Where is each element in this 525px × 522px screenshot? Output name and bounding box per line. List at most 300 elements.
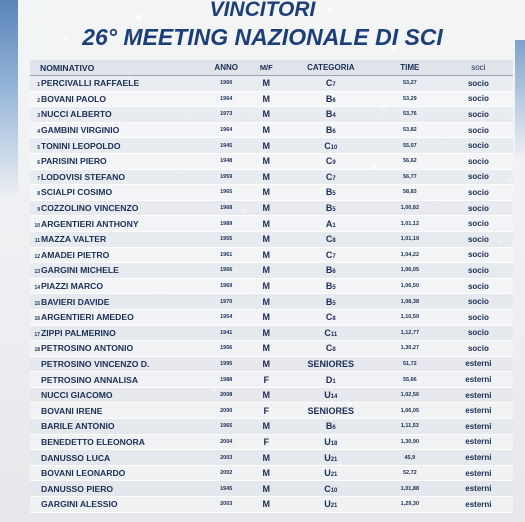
- category-subscript: 14: [330, 394, 338, 401]
- page-title: VINCITORI: [209, 0, 316, 21]
- cell-categoria: [286, 200, 376, 216]
- cell-anno: 1988: [206, 372, 247, 388]
- cell-categoria: [286, 263, 376, 279]
- category-subscript: 4: [332, 113, 336, 120]
- category-subscript: 6: [332, 97, 336, 104]
- cell-mf: M: [247, 231, 286, 247]
- table-row: [30, 138, 513, 154]
- rank-number: 6: [37, 160, 40, 167]
- cell-time: 1,06,50: [376, 278, 444, 294]
- cell-soci: socio: [444, 294, 513, 310]
- cell-anno: 1964: [206, 91, 247, 107]
- rank-number: 12: [34, 253, 40, 260]
- athlete-name: ARGENTIERI AMEDEO: [41, 312, 134, 323]
- cell-time: 1,01,19: [376, 231, 444, 247]
- category-letter: B: [325, 109, 333, 120]
- cell-mf: M: [247, 185, 286, 201]
- rank-number: 2: [37, 97, 40, 104]
- cell-anno: 1965: [206, 185, 247, 201]
- cell-nominativo: [30, 465, 206, 481]
- cell-categoria: [286, 294, 376, 310]
- cell-nominativo: [30, 372, 206, 388]
- cell-soci: socio: [444, 76, 513, 92]
- cell-anno: 2004: [206, 434, 247, 450]
- cell-nominativo: [30, 76, 206, 92]
- cell-soci: socio: [444, 91, 513, 107]
- cell-soci: socio: [444, 341, 513, 357]
- column-header-nominativo: NOMINATIVO: [30, 60, 206, 76]
- snow-speck: [10, 455, 12, 457]
- table-row: [30, 185, 513, 201]
- category-subscript: 8: [332, 316, 336, 323]
- table-row: [30, 372, 513, 388]
- cell-soci: esterni: [444, 465, 513, 481]
- category-subscript: 7: [332, 82, 336, 89]
- cell-soci: socio: [444, 325, 513, 341]
- category-letter: B: [325, 187, 333, 198]
- cell-soci: socio: [444, 309, 513, 325]
- athlete-name: GARGINI MICHELE: [41, 265, 119, 276]
- athlete-name: DANUSSO LUCA: [41, 452, 111, 463]
- cell-anno: 1995: [206, 356, 247, 372]
- category-subscript: 8: [332, 238, 336, 245]
- cell-mf: M: [247, 481, 286, 497]
- cell-nominativo: [30, 419, 206, 435]
- category-letter: D: [325, 374, 333, 385]
- cell-categoria: [286, 169, 376, 185]
- cell-time: 53,76: [376, 107, 444, 123]
- cell-anno: 2003: [206, 497, 247, 513]
- category-letter: U: [324, 452, 331, 463]
- category-subscript: 6: [332, 269, 336, 276]
- cell-anno: 1961: [206, 247, 247, 263]
- rank-number: 15: [34, 300, 40, 307]
- table-row: [30, 76, 513, 92]
- table-row: [30, 216, 513, 232]
- cell-nominativo: [30, 91, 206, 107]
- cell-soci: socio: [444, 169, 513, 185]
- category-subscript: 21: [330, 456, 338, 463]
- cell-time: 1,02,56: [376, 387, 444, 403]
- cell-mf: M: [247, 122, 286, 138]
- table-row: [30, 247, 513, 263]
- athlete-name: GAMBINI VIRGINIO: [41, 125, 120, 136]
- cell-anno: 1973: [206, 107, 247, 123]
- cell-mf: M: [247, 76, 286, 92]
- category-letter: B: [325, 203, 333, 214]
- cell-nominativo: [30, 278, 206, 294]
- cell-nominativo: [30, 107, 206, 123]
- cell-mf: M: [247, 465, 286, 481]
- category-letter: C: [324, 140, 331, 151]
- rank-number: 10: [34, 222, 40, 229]
- cell-categoria: [286, 497, 376, 513]
- cell-anno: 1968: [206, 200, 247, 216]
- cell-anno: 1956: [206, 341, 247, 357]
- cell-mf: M: [247, 309, 286, 325]
- cell-categoria: [286, 185, 376, 201]
- cell-soci: esterni: [444, 450, 513, 466]
- category-letter: B: [325, 421, 333, 432]
- athlete-name: PETROSINO VINCENZO D.: [41, 358, 150, 369]
- cell-mf: M: [247, 247, 286, 263]
- cell-mf: M: [247, 216, 286, 232]
- cell-mf: M: [247, 91, 286, 107]
- table-row: [30, 153, 513, 169]
- cell-nominativo: [30, 247, 206, 263]
- cell-categoria: [286, 419, 376, 435]
- cell-soci: socio: [444, 185, 513, 201]
- athlete-name: COZZOLINO VINCENZO: [41, 203, 139, 214]
- rank-number: 3: [37, 113, 40, 120]
- cell-nominativo: [30, 185, 206, 201]
- table-row: [30, 497, 513, 513]
- athlete-name: NUCCI ALBERTO: [41, 109, 112, 120]
- cell-time: 55,07: [376, 138, 444, 154]
- cell-categoria: [286, 216, 376, 232]
- cell-mf: M: [247, 294, 286, 310]
- rank-number: 9: [37, 207, 40, 214]
- athlete-name: LODOVISI STEFANO: [41, 171, 126, 182]
- rank-number: 17: [34, 331, 40, 338]
- cell-time: 1,30,90: [376, 434, 444, 450]
- cell-nominativo: [30, 325, 206, 341]
- category-letter: B: [325, 296, 333, 307]
- cell-anno: 1945: [206, 481, 247, 497]
- athlete-name: PARISINI PIERO: [41, 156, 107, 167]
- table-row: [30, 263, 513, 279]
- category-subscript: 21: [330, 503, 338, 510]
- cell-categoria: [286, 387, 376, 403]
- category-letter: C: [325, 312, 333, 323]
- table-row: [30, 309, 513, 325]
- athlete-name: NUCCI GIACOMO: [41, 390, 113, 401]
- cell-time: 56,77: [376, 169, 444, 185]
- cell-nominativo: [30, 341, 206, 357]
- cell-time: 1,06,05: [376, 263, 444, 279]
- column-header-mf: M/F: [247, 60, 286, 76]
- cell-nominativo: [30, 387, 206, 403]
- cell-categoria: [286, 76, 376, 92]
- cell-categoria: [286, 231, 376, 247]
- cell-time: 1,29,30: [376, 497, 444, 513]
- cell-anno: 1959: [206, 169, 247, 185]
- background-ski-decoration-right: [515, 40, 525, 160]
- cell-soci: socio: [444, 278, 513, 294]
- table-row: [30, 419, 513, 435]
- table-body: [30, 76, 513, 513]
- cell-categoria: [286, 153, 376, 169]
- rank-number: 5: [37, 144, 40, 151]
- cell-mf: M: [247, 153, 286, 169]
- table-row: [30, 107, 513, 123]
- athlete-name: BARILE ANTONIO: [41, 421, 115, 432]
- cell-nominativo: [30, 356, 206, 372]
- athlete-name: BOVANI IRENE: [41, 405, 103, 416]
- category-letter: A: [325, 218, 333, 229]
- cell-mf: M: [247, 200, 286, 216]
- athlete-name: DANUSSO PIERO: [41, 483, 114, 494]
- cell-nominativo: [30, 481, 206, 497]
- cell-anno: 1954: [206, 309, 247, 325]
- table-row: [30, 91, 513, 107]
- category-letter: B: [325, 93, 333, 104]
- table-row: [30, 278, 513, 294]
- cell-anno: 1969: [206, 278, 247, 294]
- cell-time: 58,83: [376, 185, 444, 201]
- category-subscript: 11: [330, 331, 338, 338]
- category-subscript: 9: [332, 160, 336, 167]
- cell-soci: socio: [444, 138, 513, 154]
- cell-anno: 1989: [206, 216, 247, 232]
- cell-mf: M: [247, 387, 286, 403]
- cell-mf: F: [247, 434, 286, 450]
- cell-time: 1,10,59: [376, 309, 444, 325]
- category-letter: B: [325, 125, 333, 136]
- table-row: [30, 450, 513, 466]
- cell-time: 1,01,12: [376, 216, 444, 232]
- cell-nominativo: [30, 200, 206, 216]
- category-letter: C: [325, 78, 333, 89]
- cell-mf: M: [247, 107, 286, 123]
- column-header-anno: ANNO: [206, 60, 247, 76]
- table-row: [30, 481, 513, 497]
- cell-nominativo: [30, 138, 206, 154]
- category-letter: C: [325, 343, 333, 354]
- cell-anno: 2000: [206, 403, 247, 419]
- cell-categoria: [286, 91, 376, 107]
- cell-anno: 2002: [206, 465, 247, 481]
- column-header-soci: soci: [444, 60, 513, 76]
- category-subscript: 18: [330, 440, 338, 447]
- table-row: [30, 325, 513, 341]
- cell-nominativo: [30, 497, 206, 513]
- table-row: [30, 122, 513, 138]
- cell-anno: 1965: [206, 419, 247, 435]
- category-letter: U: [324, 499, 331, 510]
- cell-categoria: [286, 465, 376, 481]
- table-row: [30, 169, 513, 185]
- category-letter: C: [324, 327, 331, 338]
- cell-categoria: [286, 107, 376, 123]
- cell-time: 1,12,77: [376, 325, 444, 341]
- athlete-name: BAVIERI DAVIDE: [41, 296, 110, 307]
- cell-time: 53,27: [376, 76, 444, 92]
- cell-categoria: [286, 372, 376, 388]
- category-subscript: 1: [332, 222, 336, 229]
- cell-nominativo: [30, 216, 206, 232]
- cell-soci: esterni: [444, 403, 513, 419]
- cell-categoria: [286, 403, 376, 419]
- cell-nominativo: [30, 263, 206, 279]
- athlete-name: BENEDETTO ELEONORA: [41, 436, 145, 447]
- cell-nominativo: [30, 434, 206, 450]
- category-letter: C: [325, 249, 333, 260]
- cell-categoria: [286, 309, 376, 325]
- rank-number: 7: [37, 175, 40, 182]
- cell-mf: M: [247, 341, 286, 357]
- cell-nominativo: [30, 169, 206, 185]
- cell-soci: socio: [444, 200, 513, 216]
- results-table: [30, 60, 513, 513]
- cell-anno: 2008: [206, 387, 247, 403]
- category-letter: U: [324, 390, 331, 401]
- category-letter: C: [325, 171, 333, 182]
- cell-soci: esterni: [444, 481, 513, 497]
- cell-anno: 1941: [206, 325, 247, 341]
- cell-mf: M: [247, 169, 286, 185]
- rank-number: 1: [37, 82, 40, 89]
- cell-categoria: [286, 138, 376, 154]
- athlete-name: MAZZA VALTER: [41, 234, 107, 245]
- cell-anno: 1964: [206, 122, 247, 138]
- table-row: [30, 465, 513, 481]
- athlete-name: BOVANI PAOLO: [41, 93, 107, 104]
- rank-number: 16: [34, 316, 40, 323]
- rank-number: 13: [34, 269, 40, 276]
- cell-nominativo: [30, 153, 206, 169]
- cell-mf: M: [247, 356, 286, 372]
- column-header-categoria: CATEGORIA: [286, 60, 376, 76]
- category-subscript: 21: [330, 472, 338, 479]
- category-subscript: 7: [332, 175, 336, 182]
- category-subscript: 5: [332, 191, 336, 198]
- athlete-name: SCIALPI COSIMO: [41, 187, 113, 198]
- athlete-name: AMADEI PIETRO: [41, 249, 110, 260]
- table-row: [30, 294, 513, 310]
- cell-anno: 1945: [206, 138, 247, 154]
- cell-time: 51,72: [376, 356, 444, 372]
- cell-anno: 2003: [206, 450, 247, 466]
- cell-nominativo: [30, 294, 206, 310]
- cell-mf: M: [247, 138, 286, 154]
- table-row: [30, 403, 513, 419]
- athlete-name: ARGENTIERI ANTHONY: [41, 218, 139, 229]
- table-row: [30, 356, 513, 372]
- category-letter: B: [325, 281, 333, 292]
- rank-number: 14: [34, 285, 40, 292]
- cell-time: 1,00,82: [376, 200, 444, 216]
- cell-mf: M: [247, 325, 286, 341]
- category-subscript: 6: [332, 425, 336, 432]
- cell-soci: esterni: [444, 497, 513, 513]
- cell-time: 1,04,22: [376, 247, 444, 263]
- cell-time: 1,06,05: [376, 403, 444, 419]
- cell-categoria: [286, 356, 376, 372]
- cell-mf: M: [247, 497, 286, 513]
- cell-time: 53,29: [376, 91, 444, 107]
- athlete-name: PERCIVALLI RAFFAELE: [41, 78, 140, 89]
- athlete-name: GARGINI ALESSIO: [41, 499, 118, 510]
- cell-time: 1,01,88: [376, 481, 444, 497]
- table-row: [30, 387, 513, 403]
- category-letter: SENIORES: [307, 358, 355, 369]
- category-subscript: 1: [332, 378, 336, 385]
- cell-categoria: [286, 450, 376, 466]
- rank-number: 18: [34, 347, 40, 354]
- cell-time: 1,30,27: [376, 341, 444, 357]
- cell-anno: 1960: [206, 76, 247, 92]
- athlete-name: PETROSINO ANTONIO: [41, 343, 134, 354]
- page-subtitle: 26° MEETING NAZIONALE DI SCI: [82, 24, 443, 50]
- category-subscript: 10: [330, 144, 338, 151]
- cell-anno: 1970: [206, 294, 247, 310]
- cell-nominativo: [30, 403, 206, 419]
- cell-categoria: [286, 325, 376, 341]
- category-letter: U: [324, 468, 331, 479]
- cell-soci: esterni: [444, 356, 513, 372]
- table-row: [30, 200, 513, 216]
- cell-nominativo: [30, 231, 206, 247]
- cell-nominativo: [30, 309, 206, 325]
- cell-nominativo: [30, 450, 206, 466]
- category-subscript: 5: [332, 207, 336, 214]
- cell-categoria: [286, 122, 376, 138]
- cell-mf: F: [247, 403, 286, 419]
- cell-time: 1,11,53: [376, 419, 444, 435]
- athlete-name: PIAZZI MARCO: [41, 281, 104, 292]
- rank-number: 4: [37, 129, 40, 136]
- category-letter: U: [324, 436, 331, 447]
- cell-soci: esterni: [444, 434, 513, 450]
- cell-categoria: [286, 481, 376, 497]
- cell-soci: socio: [444, 107, 513, 123]
- athlete-name: ZIPPI PALMERINO: [41, 327, 116, 338]
- cell-anno: 1966: [206, 263, 247, 279]
- table-row: [30, 434, 513, 450]
- table-header-row: [30, 60, 513, 76]
- cell-anno: 1948: [206, 153, 247, 169]
- cell-time: 55,66: [376, 372, 444, 388]
- cell-soci: socio: [444, 247, 513, 263]
- category-letter: B: [325, 265, 333, 276]
- category-letter: C: [325, 156, 333, 167]
- cell-nominativo: [30, 122, 206, 138]
- rank-number: 11: [34, 238, 40, 245]
- cell-categoria: [286, 247, 376, 263]
- category-letter: C: [324, 483, 331, 494]
- cell-categoria: [286, 341, 376, 357]
- cell-time: 56,62: [376, 153, 444, 169]
- cell-soci: esterni: [444, 372, 513, 388]
- cell-soci: socio: [444, 263, 513, 279]
- cell-mf: M: [247, 450, 286, 466]
- cell-mf: M: [247, 263, 286, 279]
- rank-number: 8: [37, 191, 40, 198]
- table-row: [30, 341, 513, 357]
- column-header-time: TIME: [376, 60, 444, 76]
- category-subscript: 6: [332, 129, 336, 136]
- cell-soci: socio: [444, 216, 513, 232]
- cell-soci: socio: [444, 231, 513, 247]
- cell-time: 1,08,38: [376, 294, 444, 310]
- category-subscript: 5: [332, 285, 336, 292]
- cell-soci: socio: [444, 153, 513, 169]
- cell-soci: socio: [444, 122, 513, 138]
- cell-mf: F: [247, 372, 286, 388]
- cell-mf: M: [247, 278, 286, 294]
- cell-time: 45,9: [376, 450, 444, 466]
- category-subscript: 10: [330, 487, 338, 494]
- category-subscript: 8: [332, 347, 336, 354]
- cell-anno: 1955: [206, 231, 247, 247]
- snow-speck: [20, 395, 22, 397]
- athlete-name: TONINI LEOPOLDO: [41, 140, 121, 151]
- cell-soci: esterni: [444, 419, 513, 435]
- category-letter: C: [325, 234, 333, 245]
- cell-time: 53,82: [376, 122, 444, 138]
- category-subscript: 5: [332, 300, 336, 307]
